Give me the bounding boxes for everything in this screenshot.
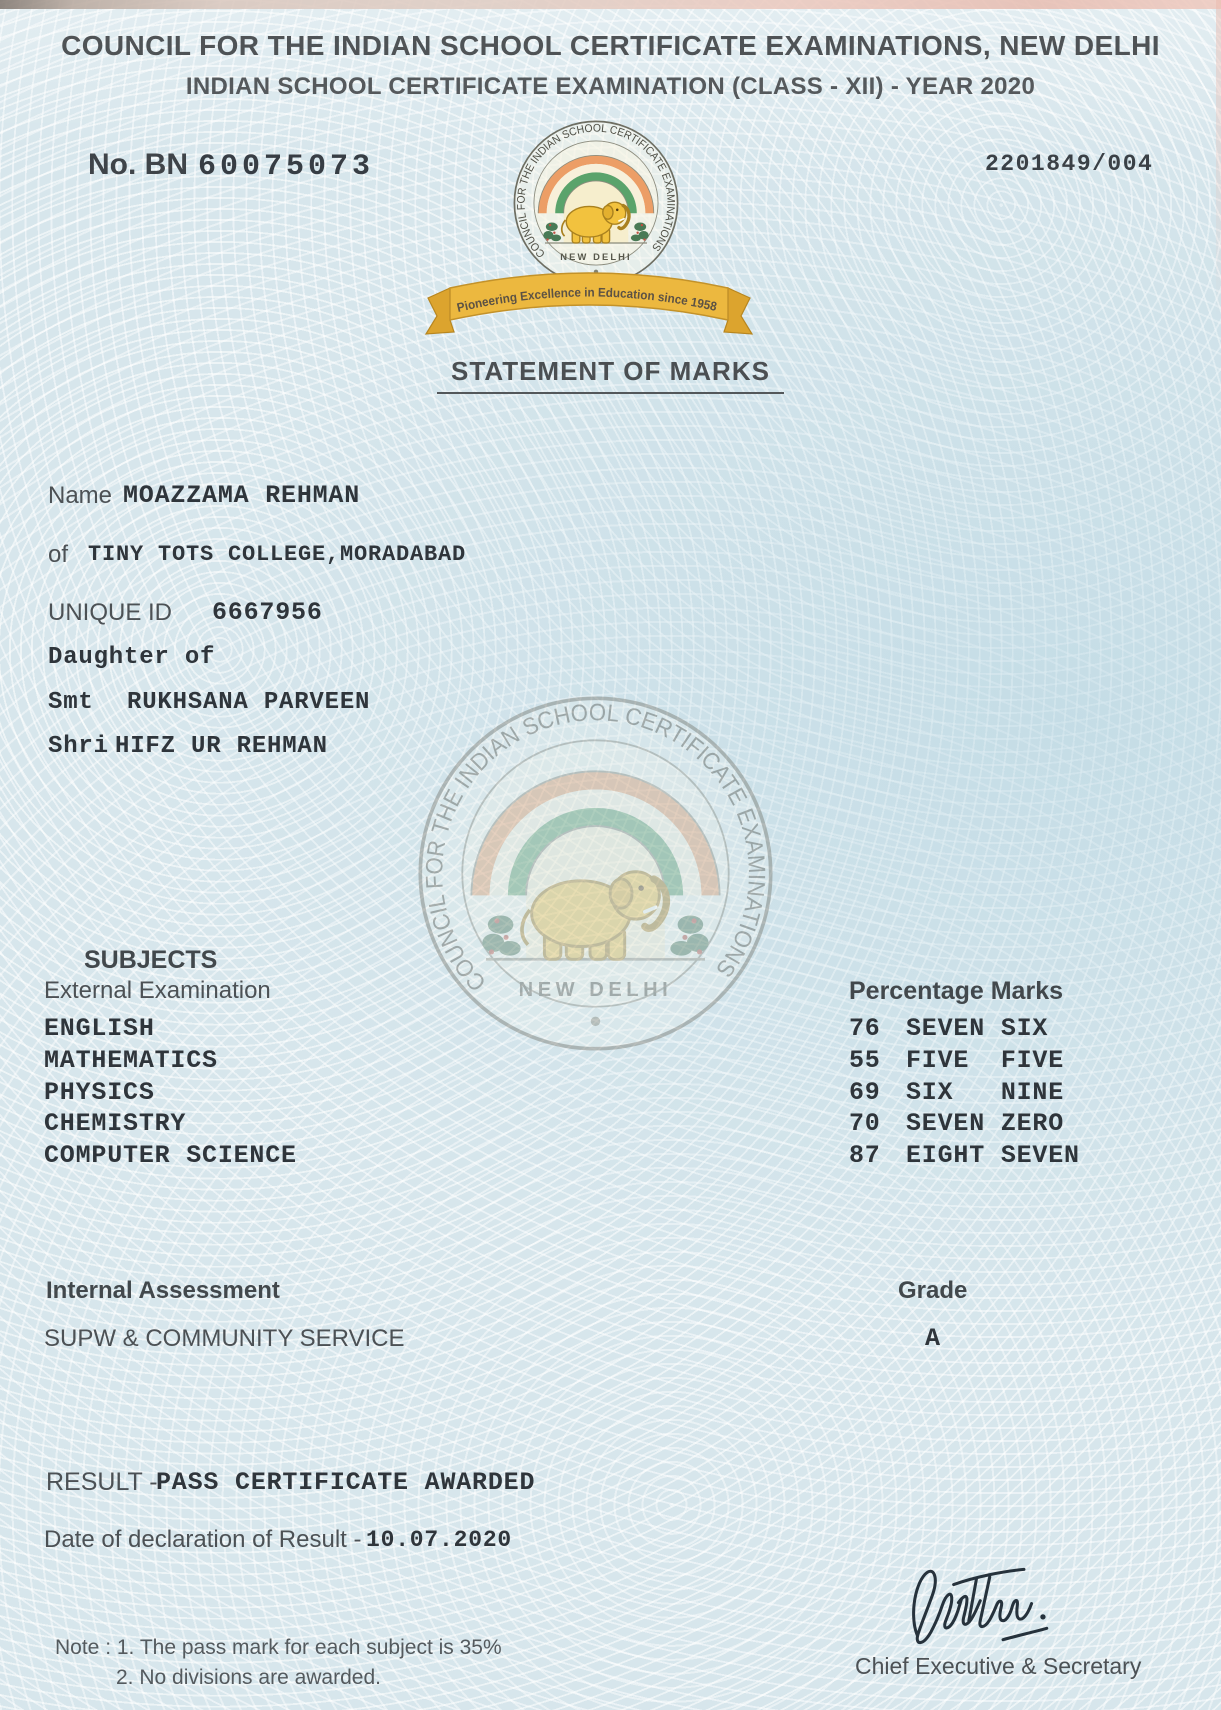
subject-name: ENGLISH bbox=[44, 1014, 155, 1043]
watermark-seal-icon bbox=[413, 691, 778, 1056]
school-name: TINY TOTS COLLEGE,MORADABAD bbox=[88, 542, 467, 567]
subject-marks-words: FIVE FIVE bbox=[906, 1046, 1065, 1075]
subject-marks: 87 bbox=[849, 1141, 881, 1170]
result-value: PASS CERTIFICATE AWARDED bbox=[156, 1468, 536, 1497]
subject-marks-words: SIX NINE bbox=[906, 1078, 1065, 1107]
subject-name: COMPUTER SCIENCE bbox=[44, 1141, 297, 1170]
subject-marks: 70 bbox=[849, 1109, 881, 1138]
ribbon-banner-icon bbox=[424, 254, 754, 346]
scan-edge-artifact bbox=[0, 0, 1221, 9]
note-line-2: 2. No divisions are awarded. bbox=[116, 1666, 381, 1689]
subject-marks-words: SEVEN ZERO bbox=[906, 1109, 1065, 1138]
father-title-label: Shri bbox=[48, 733, 109, 760]
father-name: HIFZ UR REHMAN bbox=[115, 733, 328, 760]
subject-marks: 76 bbox=[849, 1014, 881, 1043]
name-label: Name bbox=[48, 482, 113, 509]
subject-name: MATHEMATICS bbox=[44, 1046, 218, 1075]
exam-title: INDIAN SCHOOL CERTIFICATE EXAMINATION (CLASS - XII) - YEAR 2020 bbox=[185, 73, 1036, 100]
mother-name: RUKHSANA PARVEEN bbox=[127, 689, 371, 716]
serial-number: 2201849/004 bbox=[985, 151, 1154, 177]
subject-name: PHYSICS bbox=[44, 1078, 155, 1107]
subject-marks-words: SEVEN SIX bbox=[906, 1014, 1049, 1043]
result-label: RESULT - bbox=[46, 1468, 158, 1496]
unique-id-value: 6667956 bbox=[212, 598, 323, 627]
grade-value: A bbox=[925, 1324, 941, 1353]
of-label: of bbox=[48, 541, 69, 568]
signature-icon bbox=[900, 1558, 1070, 1653]
subject-name: CHEMISTRY bbox=[44, 1109, 187, 1138]
subject-marks: 55 bbox=[849, 1046, 881, 1075]
signatory-title: Chief Executive & Secretary bbox=[855, 1653, 1142, 1679]
certificate-number-label: No. BN bbox=[88, 148, 188, 181]
subject-marks: 69 bbox=[849, 1078, 881, 1107]
internal-assessment-heading: Internal Assessment bbox=[46, 1277, 280, 1304]
certificate-number-value: 60075073 bbox=[198, 150, 375, 184]
date-declaration-label: Date of declaration of Result - bbox=[44, 1526, 362, 1553]
grade-heading: Grade bbox=[898, 1277, 968, 1304]
note-line-1: Note : 1. The pass mark for each subject is 35% bbox=[55, 1636, 502, 1659]
daughter-of-label: Daughter of bbox=[48, 644, 216, 671]
percentage-marks-heading: Percentage Marks bbox=[849, 977, 1064, 1005]
unique-id-label: UNIQUE ID bbox=[48, 599, 173, 626]
certificate-number bbox=[88, 148, 374, 184]
date-declaration-value: 10.07.2020 bbox=[366, 1527, 513, 1553]
external-exam-heading: External Examination bbox=[44, 977, 271, 1004]
ribbon-motto-text: Pioneering Excellence in Education since 1958 bbox=[455, 285, 719, 315]
council-title: COUNCIL FOR THE INDIAN SCHOOL CERTIFICATE EXAMINATIONS, NEW DELHI bbox=[61, 30, 1160, 61]
supw-label: SUPW & COMMUNITY SERVICE bbox=[44, 1325, 405, 1352]
candidate-name: MOAZZAMA REHMAN bbox=[123, 481, 361, 510]
document-title: STATEMENT OF MARKS bbox=[0, 356, 1221, 394]
subject-marks-words: EIGHT SEVEN bbox=[906, 1141, 1080, 1170]
mother-title-label: Smt bbox=[48, 689, 94, 716]
subjects-heading: SUBJECTS bbox=[84, 946, 218, 974]
